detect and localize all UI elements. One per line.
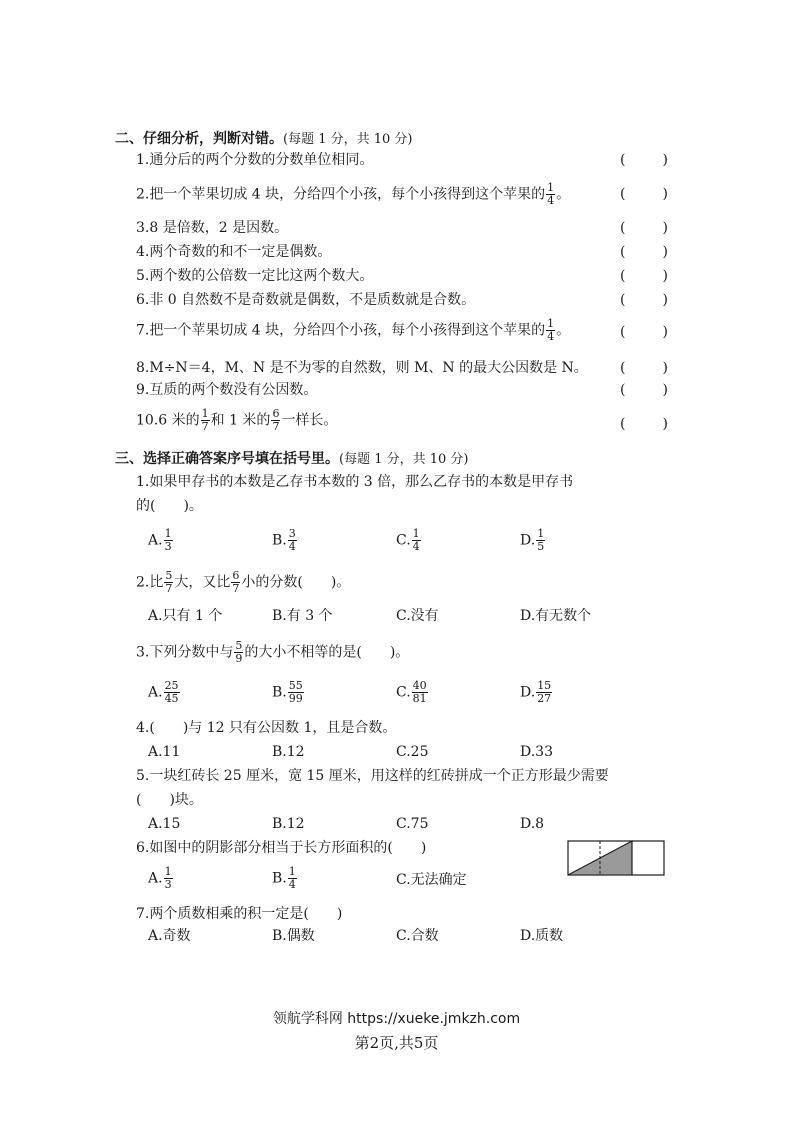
choice-q7: 7.两个质数相乘的积一定是( ): [136, 906, 343, 922]
option-c[interactable]: C.没有: [396, 608, 439, 624]
option-a[interactable]: A.15: [148, 816, 181, 832]
judge-item-1: 1.通分后的两个分数的分数单位相同。: [136, 152, 374, 168]
choice-q3: 3.下列分数中与 $\frac{5}{9}$ 的大小不相等的是( )。: [136, 639, 410, 665]
judge-item-4: 4.两个奇数的和不一定是偶数。: [136, 244, 332, 260]
option-a[interactable]: A. $\frac{1}{3}$: [148, 527, 172, 553]
page-number: 第2页,共5页: [354, 1034, 439, 1052]
option-b[interactable]: B.有 3 个: [272, 608, 333, 624]
option-c[interactable]: C. $\frac{40}{81}$: [396, 679, 427, 705]
option-d[interactable]: D.8: [520, 816, 545, 832]
answer-paren-4[interactable]: ( ): [620, 244, 668, 260]
answer-paren-7[interactable]: ( ): [620, 324, 668, 340]
choice-q4: 4.( )与 12 只有公因数 1，且是合数。: [136, 720, 397, 736]
fraction: $\frac{1}{4}$: [547, 317, 555, 343]
judge-item-3: 3.8 是倍数，2 是因数。: [136, 220, 289, 236]
option-d[interactable]: D.有无数个: [520, 608, 592, 624]
option-d[interactable]: D.33: [520, 744, 553, 760]
option-a[interactable]: A. $\frac{25}{45}$: [148, 679, 179, 705]
option-a[interactable]: A.奇数: [148, 928, 191, 944]
answer-paren-5[interactable]: ( ): [620, 268, 668, 284]
option-b[interactable]: B. $\frac{1}{4}$: [272, 865, 296, 891]
option-a[interactable]: A.只有 1 个: [148, 608, 223, 624]
answer-paren-10[interactable]: ( ): [620, 416, 668, 432]
option-c[interactable]: C.无法确定: [396, 872, 467, 888]
option-d[interactable]: D. $\frac{15}{27}$: [520, 679, 552, 705]
option-b[interactable]: B. $\frac{3}{4}$: [272, 527, 296, 553]
judge-item-10: 10.6 米的 $\frac{1}{7}$ 和 1 米的 $\frac{6}{7}$ 一样长。: [136, 407, 338, 433]
judge-item-5: 5.两个数的公倍数一定比这两个数大。: [136, 268, 374, 284]
fraction: $\frac{1}{4}$: [547, 181, 555, 207]
option-d[interactable]: D.质数: [520, 928, 564, 944]
option-c[interactable]: C.75: [396, 816, 429, 832]
choice-q1-line2: 的( )。: [136, 498, 203, 514]
answer-paren-1[interactable]: ( ): [620, 152, 668, 168]
judge-item-6: 6.非 0 自然数不是奇数就是偶数，不是质数就是合数。: [136, 292, 476, 308]
option-d[interactable]: D. $\frac{1}{5}$: [520, 527, 545, 553]
choice-q2: 2.比 $\frac{5}{7}$ 大，又比 $\frac{6}{7}$ 小的分数( )。: [136, 569, 351, 595]
answer-paren-9[interactable]: ( ): [620, 382, 668, 398]
section2-title: 二、仔细分析，判断对错。(每题 1 分，共 10 分): [115, 131, 413, 147]
answer-paren-8[interactable]: ( ): [620, 360, 668, 376]
choice-q1-line1: 1.如果甲存书的本数是乙存书本数的 3 倍，那么乙存书的本数是甲存书: [136, 474, 574, 490]
judge-item-2: 2.把一个苹果切成 4 块，分给四个小孩，每个小孩得到这个苹果的 $\frac{1}{4}$ 。: [136, 181, 571, 207]
fraction: $\frac{1}{7}$: [201, 407, 209, 433]
option-b[interactable]: B.12: [272, 744, 305, 760]
option-b[interactable]: B.12: [272, 816, 305, 832]
answer-paren-3[interactable]: ( ): [620, 220, 668, 236]
rectangle-figure: [567, 840, 665, 876]
footer-site[interactable]: 领航学科网 https://xueke.jmkzh.com: [272, 1011, 521, 1027]
answer-paren-6[interactable]: ( ): [620, 292, 668, 308]
option-c[interactable]: C.25: [396, 744, 429, 760]
choice-q6: 6.如图中的阴影部分相当于长方形面积的( ): [136, 840, 427, 856]
option-c[interactable]: C. $\frac{1}{4}$: [396, 527, 420, 553]
option-c[interactable]: C.合数: [396, 928, 439, 944]
judge-item-8: 8.M÷N＝4，M、N 是不为零的自然数，则 M、N 的最大公因数是 N。: [136, 360, 588, 376]
section3-title: 三、选择正确答案序号填在括号里。(每题 1 分，共 10 分): [115, 451, 469, 467]
judge-item-9: 9.互质的两个数没有公因数。: [136, 382, 318, 398]
option-b[interactable]: B.偶数: [272, 928, 315, 944]
choice-q5-line2: ( )块。: [136, 792, 203, 808]
choice-q5-line1: 5.一块红砖长 25 厘米，宽 15 厘米，用这样的红砖拼成一个正方形最少需要: [136, 768, 609, 784]
fraction: $\frac{6}{7}$: [272, 407, 280, 433]
option-a[interactable]: A. $\frac{1}{3}$: [148, 865, 172, 891]
answer-paren-2[interactable]: ( ): [620, 186, 668, 202]
option-b[interactable]: B. $\frac{55}{99}$: [272, 679, 303, 705]
option-a[interactable]: A.11: [148, 744, 181, 760]
judge-item-7: 7.把一个苹果切成 4 块，分给四个小孩，每个小孩得到这个苹果的 $\frac{1}{4}$ 。: [136, 317, 571, 343]
